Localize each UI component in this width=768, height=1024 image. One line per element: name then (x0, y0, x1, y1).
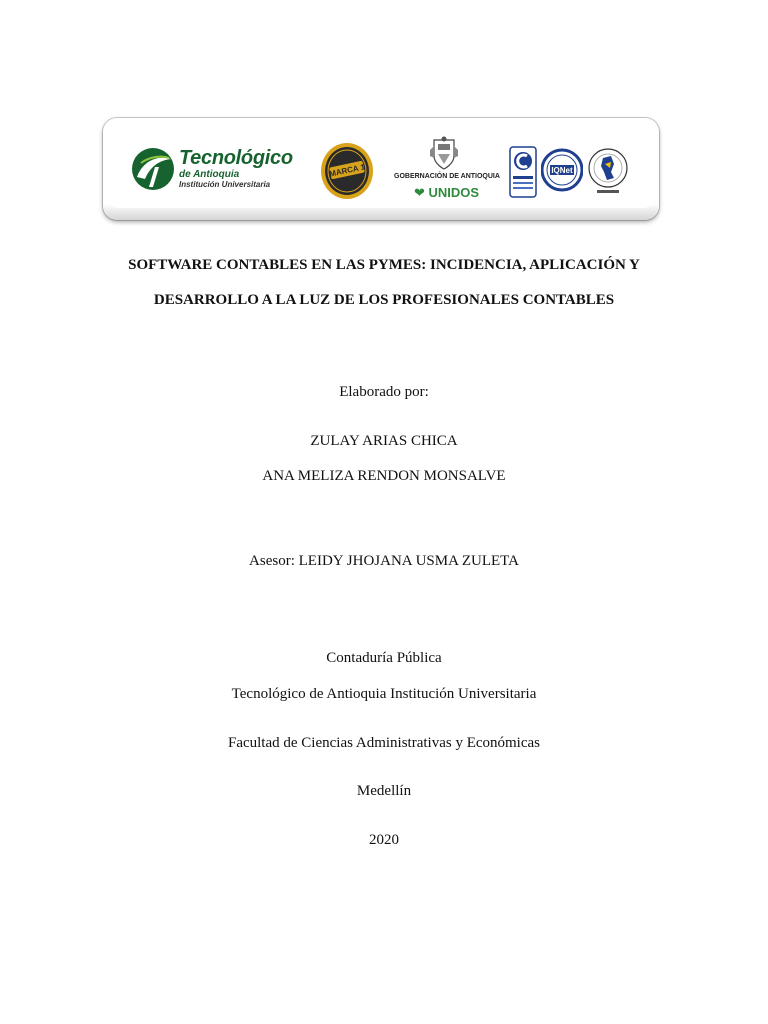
document-title (0, 248, 768, 318)
marca-seal-icon (320, 142, 374, 200)
city: Medellín (356, 783, 412, 799)
unidos-heart-icon: ❤ (414, 185, 425, 200)
government-slogan-wrap (414, 185, 479, 201)
program: Contaduría Pública (326, 650, 442, 666)
iqnet-certificate-icon (541, 146, 583, 194)
government-name: GOBERNACIÓN DE ANTIOQUIA (394, 173, 500, 180)
banner-panel (107, 122, 655, 208)
advisor: Asesor: LEIDY JHOJANA USMA ZULETA (249, 553, 519, 569)
svg-text:IQNet: IQNet (551, 166, 573, 175)
author-2: ANA MELIZA RENDON MONSALVE (262, 468, 506, 484)
author-1: ZULAY ARIAS CHICA (310, 433, 458, 449)
gobernacion-logo (394, 136, 500, 204)
document-title-line-2: DESARROLLO A LA LUZ DE LOS PROFESIONALES CONTABLES (153, 292, 615, 308)
institution-type: Institución Universitaria (179, 180, 271, 189)
tecnologico-logo (131, 146, 311, 196)
coat-of-arms-icon (394, 136, 494, 172)
institution: Tecnológico de Antioquia Institución Universitaria (231, 686, 537, 702)
colombia-quality-seal-icon (587, 146, 629, 198)
faculty: Facultad de Ciencias Administrativas y Económicas (227, 735, 540, 751)
document-title-line-1: SOFTWARE CONTABLES EN LAS PYMES: INCIDENCIA, APLICACIÓN Y (128, 257, 640, 273)
header-logo-banner (103, 118, 659, 220)
institution-location: de Antioquia (179, 169, 240, 180)
seal-text: MARCA 1 (328, 162, 366, 179)
tecnologico-emblem-icon (131, 147, 175, 191)
institution-name: Tecnológico (179, 147, 293, 169)
prepared-by-label: Elaborado por: (339, 384, 429, 400)
year: 2020 (369, 832, 399, 848)
government-slogan: UNIDOS (428, 185, 480, 200)
icontec-certificate-icon (509, 146, 537, 198)
